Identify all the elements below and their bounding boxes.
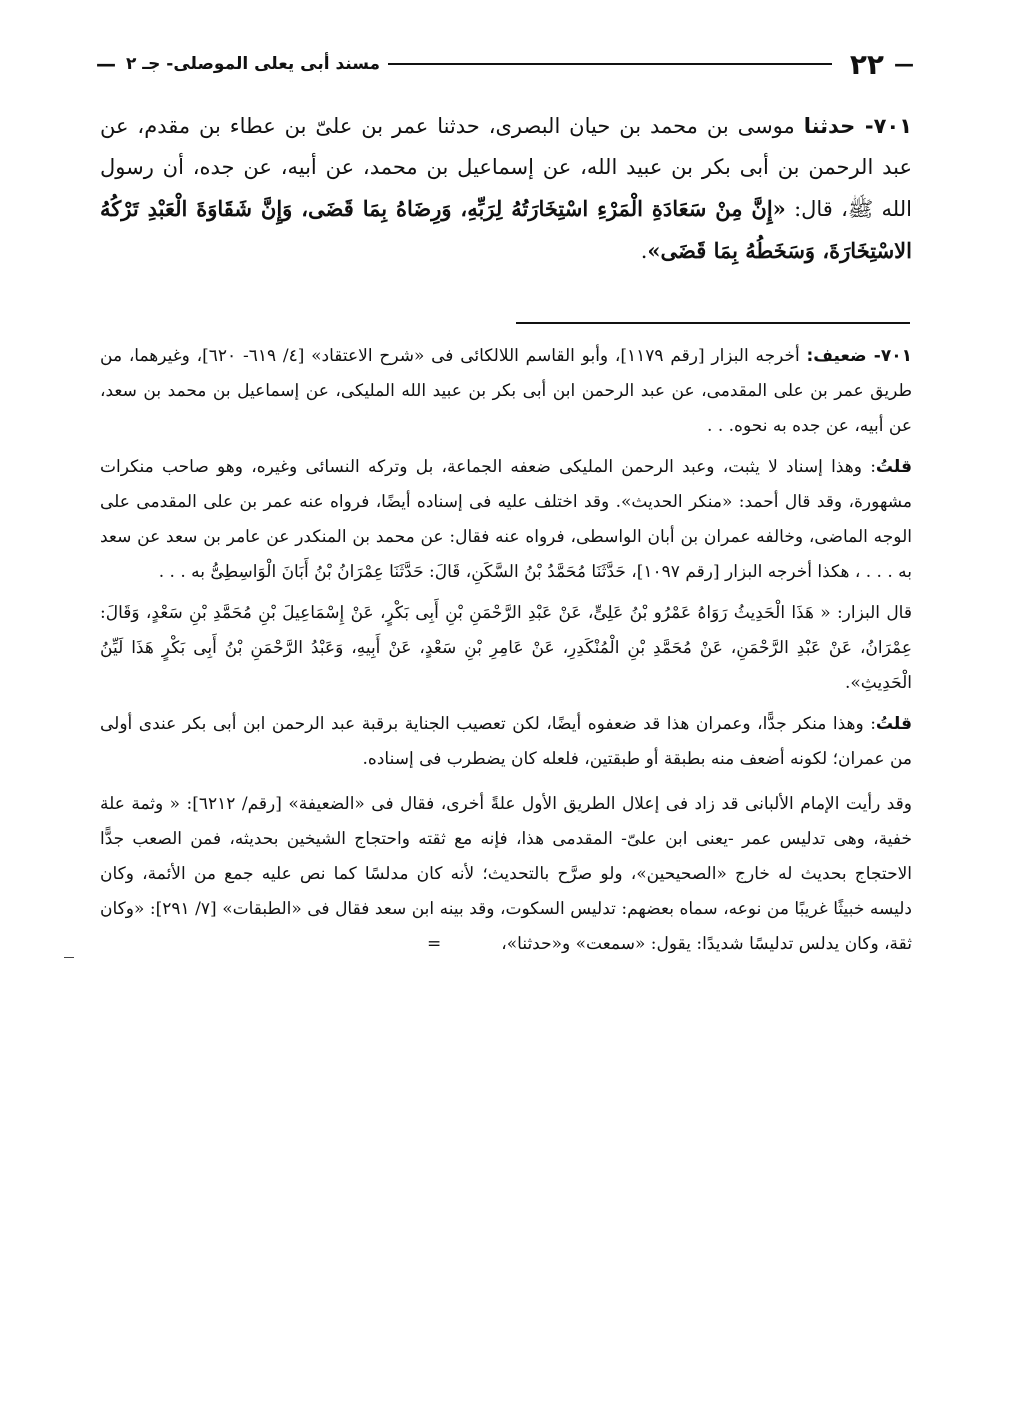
margin-tick (64, 957, 74, 958)
hadith-end: . (640, 239, 648, 263)
hadith-text (100, 106, 912, 272)
page-number: ٢٢ (849, 47, 884, 81)
takhrij-label: ٧٠١- ضعيف: (806, 346, 912, 366)
qultu-text-1b: هكذا أخرجه البزار [رقم ١٠٩٧]، حَدَّثَنَا مُحَمَّدُ بْنُ السَّكَنِ، قَالَ: حَدَّثَنَا عِمْرَانُ بْنُ أَبَانَ الْوَاسِطِىُّ به . . . (158, 562, 850, 582)
hadith-isnad: موسى بن محمد بن حيان البصرى، حدثنا عمر بن علىّ بن عطاء بن مقدم، عن عبد الرحمن بن أبى بكر بن عبيد الله، عن إسماعيل بن محمد، عن أبيه، عن جده، أن رسول الله ﷺ، قال: (100, 114, 912, 221)
hadith-number: ٧٠١- حدثنا (803, 114, 913, 138)
qultu-text-2: : وهذا منكر جدًّا، وعمران هذا قد ضعفوه أيضًا، لكن تعصيب الجناية برقبة عبد الرحمن ابن أبى بكر عندى أولى من عمران؛ لكونه أضعف منه بطبقة أو طبقتين، فلعله كان يضطرب فى إسناده. (100, 714, 912, 769)
qultu-label-2: قلتُ (875, 714, 912, 734)
header-dash-left: — (96, 52, 116, 76)
running-header (96, 44, 914, 84)
bazzar-paragraph: قال البزار: « هَذَا الْحَدِيثُ رَوَاهُ عَمْرُو بْنُ عَلِىٍّ، عَنْ عَبْدِ الرَّحْمَنِ بْنِ أَبِى بَكْرٍ، عَنْ إِسْمَاعِيلَ بْنِ مُحَمَّدِ بْنِ سَعْدٍ، وَقَالَ: عِمْرَانُ، عَنْ عَبْدِ الرَّحْمَنِ، عَنْ مُحَمَّدِ بْنِ الْمُنْكَدِرِ، عَنْ عَامِرِ بْنِ سَعْدٍ، عَنْ أَبِيهِ، وَعَبْدُ الرَّحْمَنِ بْنُ أَبِى بَكْرٍ هَذَا لَيِّنُ الْحَدِيثِ». (100, 603, 912, 693)
footnote-separator (516, 322, 910, 324)
book-title: مسند أبى يعلى الموصلى- جـ ٢ (126, 54, 381, 74)
qultu-text-1: : وهذا إسناد لا يثبت، وعبد الرحمن المليكى ضعفه الجماعة، بل وتركه النسائى وغيره، وهو صاحب منكرات مشهورة، وقد قال أحمد: «منكر الحديث». وقد اختلف عليه فى إسناده أيضًا، فرواه عنه عمر بن على المقدمى على الوجه الماضى، وخالفه عمران بن أبان الواسطى، فرواه عنه فقال: عن محمد بن المنكدر عن عامر بن سعد عن سعد به . . . ، (100, 457, 912, 582)
footnotes (100, 339, 912, 966)
continuation-mark: = (427, 934, 442, 954)
header-dash-right: — (894, 52, 914, 76)
hadith-matn: «إِنَّ مِنْ سَعَادَةِ الْمَرْءِ اسْتِخَارَتُهُ لِرَبِّهِ، وَرِضَاهُ بِمَا قَضَى، وَإِنَّ شَقَاوَةَ الْعَبْدِ تَرْكُهُ الاسْتِخَارَةَ، وَسَخَطُهُ بِمَا قَضَى» (100, 196, 912, 263)
qultu-paragraph-1 (100, 450, 912, 590)
qultu-paragraph-2 (100, 707, 912, 777)
albani-paragraph (100, 787, 912, 962)
takhrij-text: أخرجه البزار [رقم ١١٧٩]، وأبو القاسم اللالكائى فى «شرح الاعتقاد» [٤/ ٦١٩- ٦٢٠]، وغيرهما، من طريق عمر بن على المقدمى، عن عبد الرحمن ابن أبى بكر بن عبيد الله المليكى، عن إسماعيل بن محمد بن سعد، عن أبيه، عن جده به نحوه. . . (100, 346, 912, 436)
qultu-label-1: قلتُ (875, 457, 912, 477)
albani-text: وقد رأيت الإمام الألبانى قد زاد فى إعلال الطريق الأول علةً أخرى، فقال فى «الضعيفة» [رقم/ ٦٢١٢]: « وثمة علة خفية، وهى تدليس عمر -يعنى ابن علىّ- المقدمى هذا، فإنه مع ثقته واحتجاج الشيخين بحديثه، فمن الصعب جدًّا الاحتجاج بحديث له خارج «الصحيحين»، ولو صرَّح بالتحديث؛ لأنه كان مدلسًا كما نص عليه جمع من الأئمة، وكان دليسه خبيثًا غريبًا من نوعه، سماه بعضهم: تدليس السكوت، وقد بينه ابن سعد فقال فى «الطبقات» [٧/ ٢٩١]: «وكان ثقة، وكان يدلس تدليسًا شديدًا: يقول: «سمعت» و«حدثنا»، (100, 794, 912, 954)
takhrij-paragraph (100, 339, 912, 444)
header-rule (388, 63, 832, 65)
